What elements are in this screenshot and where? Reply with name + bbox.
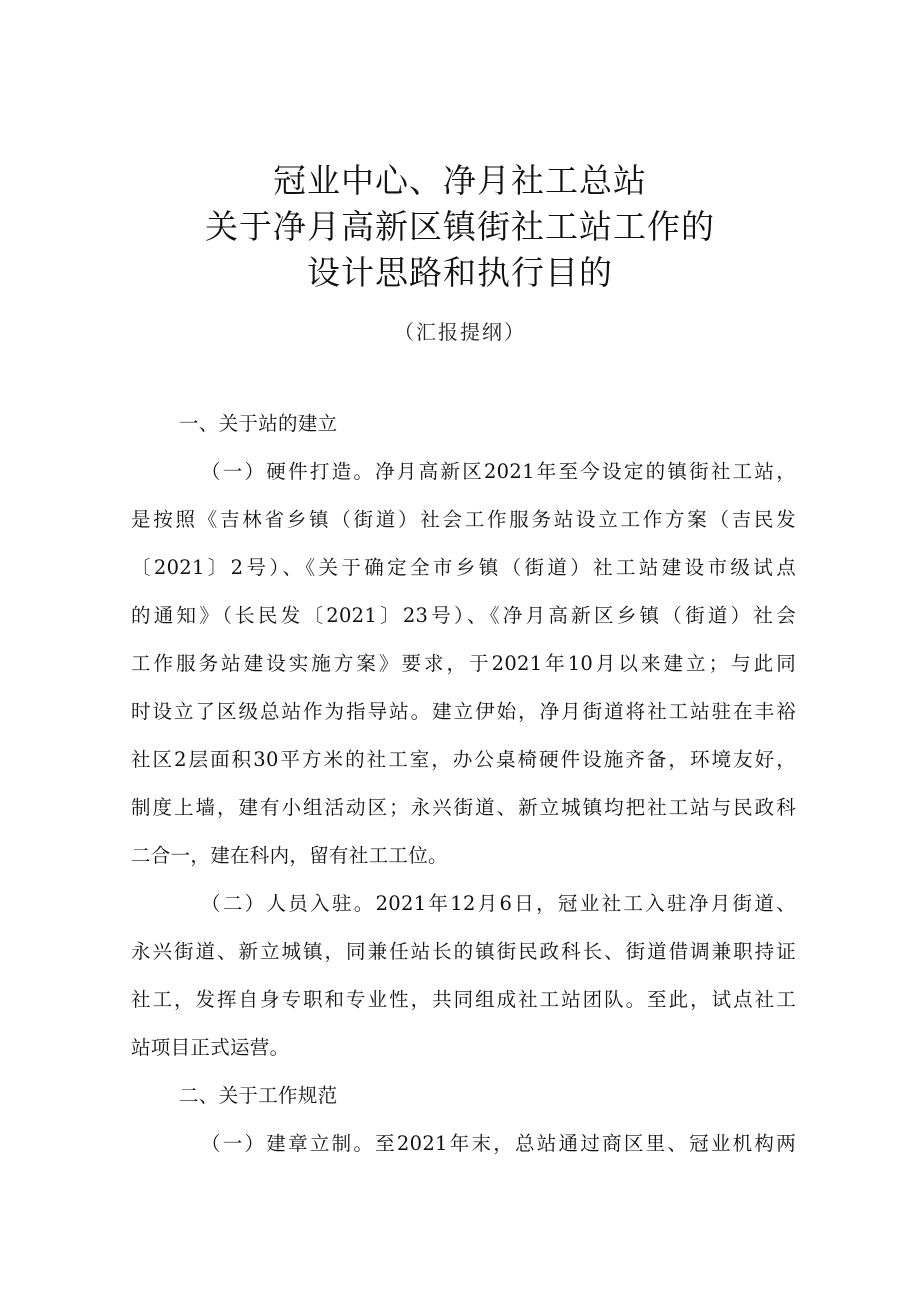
body-text xyxy=(131,400,796,1168)
subtitle: （汇报提纲） xyxy=(394,320,526,344)
paragraph-line: 制度上墙，建有小组活动区；永兴街道、新立城镇均把社工站与民政科 xyxy=(131,796,796,819)
paragraph-line: 社工，发挥自身专职和专业性，共同组成社工站团队。至此，试点社工 xyxy=(131,988,796,1011)
paragraph-line: 工作服务站建设实施方案》要求，于2021年10月以来建立；与此同 xyxy=(131,652,796,675)
paragraph-line: 的通知》（长民发〔2021〕23号）、《净月高新区乡镇（街道）社会 xyxy=(131,604,796,627)
paragraph-staffing xyxy=(131,880,796,1072)
paragraph-rules xyxy=(131,1120,796,1168)
title-line-3: 设计思路和执行目的 xyxy=(307,253,613,292)
paragraph-line: 永兴街道、新立城镇，同兼任站长的镇街民政科长、街道借调兼职持证 xyxy=(131,940,796,963)
paragraph-line: （二）人员入驻。2021年12月6日，冠业社工入驻净月街道、 xyxy=(201,892,796,915)
paragraph-line: 时设立了区级总站作为指导站。建立伊始，净月街道将社工站驻在丰裕 xyxy=(131,700,796,723)
paragraph-line: 是按照《吉林省乡镇（街道）社会工作服务站设立工作方案（吉民发 xyxy=(131,508,796,531)
paragraph-line: 社区2层面积30平方米的社工室，办公桌椅硬件设施齐备，环境友好， xyxy=(131,748,796,771)
paragraph-line: 〔2021〕2号）、《关于确定全市乡镇（街道）社工站建设市级试点 xyxy=(131,556,796,579)
title-block xyxy=(0,158,920,346)
title-line-2: 关于净月高新区镇街社工站工作的 xyxy=(205,207,715,246)
title-line-1: 冠业中心、净月社工总站 xyxy=(273,161,647,200)
paragraph-hardware xyxy=(131,448,796,880)
paragraph-line: 二合一，建在科内，留有社工工位。 xyxy=(131,844,448,867)
paragraph-line: （一）硬件打造。净月高新区2021年至今设定的镇街社工站， xyxy=(201,460,796,483)
paragraph-line: 站项目正式运营。 xyxy=(131,1036,290,1059)
section-heading-1: 一、关于站的建立 xyxy=(179,412,338,435)
section-heading-2: 二、关于工作规范 xyxy=(179,1084,338,1107)
paragraph-line: （一）建章立制。至2021年末，总站通过商区里、冠业机构两 xyxy=(201,1132,796,1155)
